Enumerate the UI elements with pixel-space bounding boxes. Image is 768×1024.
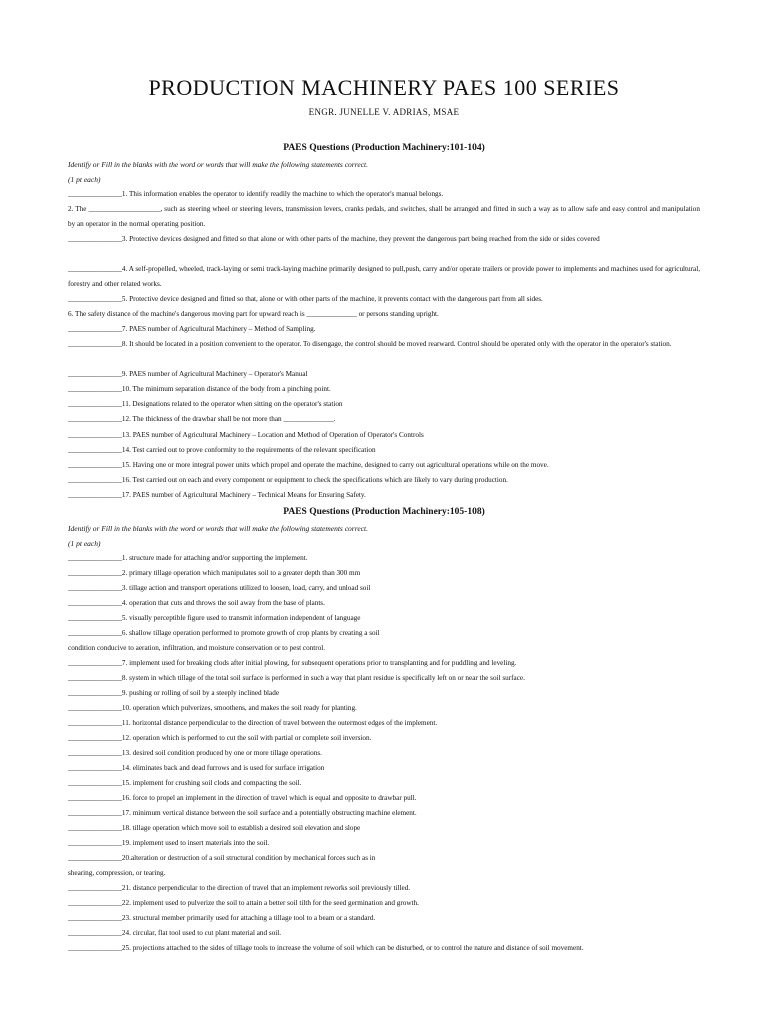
s1-question-8: _______________8. It should be located in a position convenient to the operator. To disengage, the control should be moved rearward. Control should be operated only with the operator in the operator's station. (68, 340, 672, 348)
s2-question-8: _______________8. system in which tillage of the total soil surface is performed in such a way that plant residue is specifically left on or near the soil surface. (68, 674, 525, 682)
s2-question-17: _______________17. minimum vertical distance between the soil surface and a potentially obstructing machine element. (68, 809, 417, 817)
s2-question-6-continued: condition conducive to aeration, infiltration, and moisture conservation or to pest control. (68, 644, 326, 652)
s1-question-12: _______________12. The thickness of the drawbar shall be not more than ______________. (68, 415, 336, 423)
s2-question-4: _______________4. operation that cuts and throws the soil away from the base of plants. (68, 599, 325, 607)
s2-question-24: _______________24. circular, flat tool used to cut plant material and soil. (68, 929, 282, 937)
document-author: ENGR. JUNELLE V. ADRIAS, MSAE (308, 107, 460, 117)
s2-question-3: _______________3. tillage action and transport operations utilized to loosen, load, carry, and unload soil (68, 584, 371, 592)
s1-question-3: _______________3. Protective devices designed and fitted so that alone or with other parts of the machine, they prevent the dangerous part being reached from the side or sides covered (68, 235, 600, 243)
s2-question-16: _______________16. force to propel an implement in the direction of travel which is equal and opposite to drawbar pull. (68, 794, 417, 802)
s2-question-20-continued: shearing, compression, or tearing. (68, 869, 166, 877)
s1-question-13: _______________13. PAES number of Agricultural Machinery – Location and Method of Operation of Operator's Controls (68, 431, 424, 439)
s2-question-12: _______________12. operation which is performed to cut the soil with partial or complete soil inversion. (68, 734, 372, 742)
s2-question-14: _______________14. eliminates back and dead furrows and is used for surface irrigation (68, 764, 325, 772)
s2-question-9: _______________9. pushing or rolling of soil by a steeply inclined blade (68, 689, 280, 697)
s1-question-2: 2. The ____________________, such as steering wheel or steering levers, transmission levers, cranks pedals, and switches, shall be arranged and fitted in such a way as to allow safe and easy control and manipulation by an operator in the normal operating position. (68, 205, 700, 228)
s2-question-2: _______________2. primary tillage operation which manipulates soil to a greater depth than 300 mm (68, 569, 361, 577)
s1-question-15: _______________15. Having one or more integral power units which propel and operate the machine, designed to carry out agricultural operations while on the move. (68, 461, 549, 469)
s2-question-5: _______________5. visually perceptible figure used to transmit information independent of language (68, 614, 361, 622)
s1-question-17: _______________17. PAES number of Agricultural Machinery – Technical Means for Ensuring Safety. (68, 491, 366, 499)
s1-question-6: 6. The safety distance of the machine's dangerous moving part for upward reach is ______________ or persons standing upright. (68, 310, 439, 318)
s1-question-11: _______________11. Designations related to the operator when sitting on the operator's station (68, 400, 343, 408)
s2-question-22: _______________22. implement used to pulverize the soil to attain a better soil tilth for the seed germination and growth. (68, 899, 419, 907)
s1-question-9: _______________9. PAES number of Agricultural Machinery – Operator's Manual (68, 370, 308, 378)
s2-question-21: _______________21. distance perpendicular to the direction of travel that an implement reworks soil previously tilled. (68, 884, 411, 892)
document-title: PRODUCTION MACHINERY PAES 100 SERIES (148, 75, 620, 100)
s2-question-25: _______________25. projections attached to the sides of tillage tools to increase the volume of soil which can be disturbed, or to control the nature and distance of soil movement. (68, 944, 584, 952)
s1-question-1: _______________1. This information enables the operator to identify readily the machine to which the operator's manual belongs. (68, 190, 444, 198)
s1-question-16: _______________16. Test carried out on each and every component or equipment to check the specifications which are likely to vary during production. (68, 476, 508, 484)
section-1-heading: PAES Questions (Production Machinery:101-104) (283, 143, 485, 153)
s2-question-19: _______________19. implement used to insert materials into the soil. (68, 839, 270, 847)
s1-question-7: _______________7. PAES number of Agricultural Machinery – Method of Sampling. (68, 325, 316, 333)
s1-question-5: _______________5. Protective device designed and fitted so that, alone or with other parts of the machine, it prevents contact with the dangerous part from all sides. (68, 295, 543, 303)
s2-question-6: _______________6. shallow tillage operation performed to promote growth of crop plants by creating a soil (68, 629, 380, 637)
section-2-heading: PAES Questions (Production Machinery:105-108) (283, 507, 485, 517)
section-1-instructions: Identify or Fill in the blanks with the word or words that will make the following statements correct. (68, 160, 368, 169)
section-1-points: (1 pt each) (68, 175, 101, 184)
section-2-instructions: Identify or Fill in the blanks with the word or words that will make the following statements correct. (68, 524, 368, 533)
s2-question-20: _______________20.alteration or destruction of a soil structural condition by mechanical forces such as in (68, 854, 376, 862)
section-2-points: (1 pt each) (68, 539, 101, 548)
s2-question-18: _______________18. tillage operation which move soil to establish a desired soil elevation and slope (68, 824, 361, 832)
s2-question-10: _______________10. operation which pulverizes, smoothens, and makes the soil ready for planting. (68, 704, 357, 712)
s1-question-14: _______________14. Test carried out to prove conformity to the requirements of the relevant specification (68, 446, 376, 454)
s2-question-23: _______________23. structural member primarily used for attaching a tillage tool to a beam or a standard. (68, 914, 376, 922)
s2-question-15: _______________15. implement for crushing soil clods and compacting the soil. (68, 779, 302, 787)
s2-question-7: _______________7. implement used for breaking clods after initial plowing, for subsequent operations prior to transplanting and for puddling and leveling. (68, 659, 517, 667)
s2-question-13: _______________13. desired soil condition produced by one or more tillage operations. (68, 749, 322, 757)
s2-question-1: _______________1. structure made for attaching and/or supporting the implement. (68, 554, 308, 562)
s2-question-11: _______________11. horizontal distance perpendicular to the direction of travel between the outermost edges of the implement. (68, 719, 438, 727)
s1-question-4: _______________4. A self-propelled, wheeled, track-laying or semi track-laying machine primarily designed to pull,push, carry and/or operate trailers or provide power to implements and machines used for agricultural, forestry and other related works. (68, 265, 700, 288)
s1-question-10: _______________10. The minimum separation distance of the body from a pinching point. (68, 385, 331, 393)
